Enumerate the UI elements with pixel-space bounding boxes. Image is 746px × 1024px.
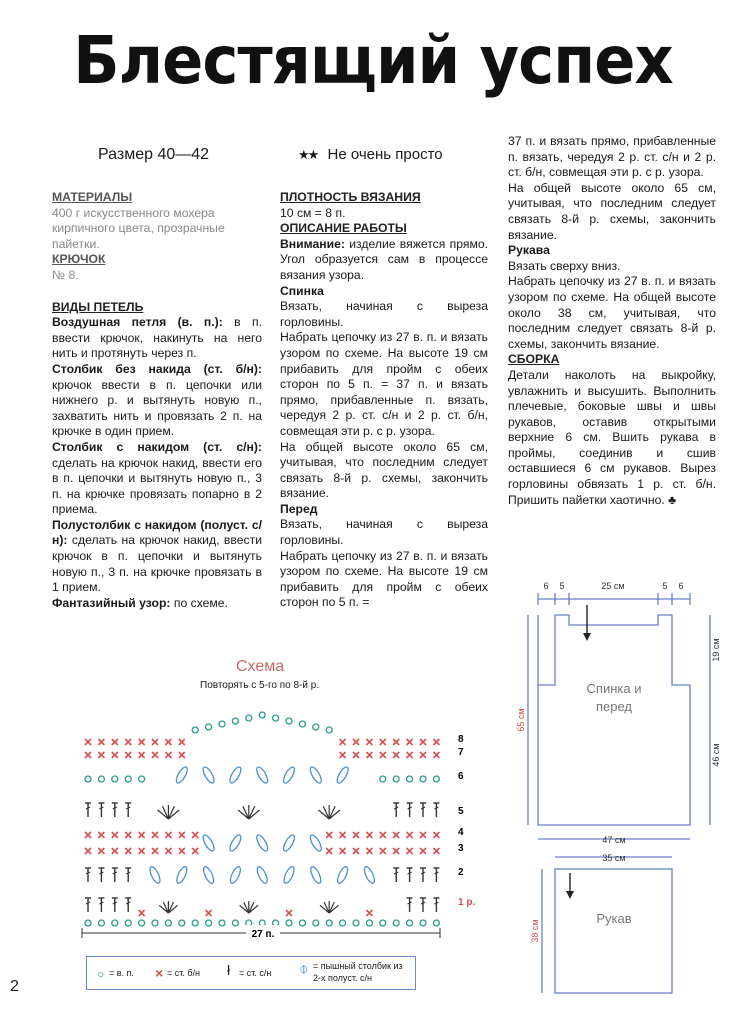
legend-dc: = ст. с/н [239,968,272,978]
row-label-2: 2 [458,867,464,878]
row-label-7: 7 [458,747,464,758]
chain-symbol [407,920,413,926]
front-p3: На общей высоте около 65 см, учитывая, что последним следует связать 8-й р. схемы, закончить вязание. [508,180,716,242]
chain-symbol [340,920,346,926]
sleeves-p1: Вязать сверху вниз. [508,258,621,273]
chain-symbol [420,920,426,926]
sleeve-width-label: 35 см [602,853,626,863]
puff-symbol [175,865,189,884]
legend [86,956,416,990]
puff-symbol [336,865,350,884]
puff-symbol [174,765,189,784]
stitch-2: Столбик без накида (ст. б/н): крючок ввести в п. цепочки или нижнего р. и вытянуть новую п., захватить нить и провязать 2 п. на крючке в один прием. [52,361,262,439]
column-2 [280,190,488,611]
density-heading: ПЛОТНОСТЬ ВЯЗАНИЯ [280,190,421,204]
chain-symbol [259,712,265,718]
dc-icon: ł [227,962,231,978]
chain-symbol [286,718,292,724]
dim-6-left: 6 [543,581,549,591]
row-label-3: 3 [458,843,464,854]
chain-symbol [380,920,386,926]
chain-symbol [206,724,212,730]
hook-value: № 8. [52,267,79,282]
arrow-down-icon [583,633,591,641]
description-heading: ОПИСАНИЕ РАБОТЫ [280,221,407,236]
attention: Внимание: изделие вяжется прямо. Угол образуется сам в процессе вязания узора. [280,236,488,282]
puff-symbol [255,765,270,784]
schema-title: Схема [236,658,285,675]
chain-symbol [232,718,238,724]
puff-symbol [282,865,296,884]
puff-symbol [228,765,243,784]
chain-symbol [326,727,332,733]
chain-symbol [112,776,118,782]
chain-symbol [313,920,319,926]
stitch-1: Воздушная петля (в. п.): в п. ввести крючок, накинуть на него нить и протянуть через п. [52,315,262,361]
dim-25: 25 см [601,581,625,591]
puff-symbol [228,865,242,884]
sleeve-label: Рукав [596,911,632,926]
puff-symbol [281,833,296,852]
front-p1: Вязать, начиная с выреза горловины. [280,517,488,548]
chain-symbol [353,920,359,926]
assembly-heading: СБОРКА [508,352,560,367]
chain-symbol [326,920,332,926]
chain-symbol [433,920,439,926]
row-label-8: 8 [458,734,464,745]
puff-symbol [362,865,376,884]
chain-symbol [125,776,131,782]
chain-symbol [139,776,145,782]
height-total-label: 65 см [516,708,526,732]
back-p2: Набрать цепочку из 27 в. п. и вязать узором по схеме. На высоте 19 см прибавить для пройм с обеих сторон по 5 п. = 37 п. и вязать прямо, прибавленные п. вязать, чередуя 2 р. ст. с/н и 2 р. ст. б/н, совмещая эти р. с р. узора. [280,330,488,438]
pattern-diagram [512,575,734,1000]
chain-symbol [313,724,319,730]
sleeves-p2: Набрать цепочку из 27 в. п. и вязать узором по схеме. На общей высоте около 38 см, учитывая, что последним следует связать 8-й р. схемы, закончить вязание. [508,274,716,351]
materials-text: 400 г искусственного мохера кирпичного цвета, прозрачные пайетки. [52,205,225,251]
chain-symbol [393,920,399,926]
chain-symbol [433,776,439,782]
puff-symbol [201,765,216,784]
chain-symbol [219,721,225,727]
sleeves-heading: Рукава [508,243,550,258]
legend-chain: = в. п. [109,968,134,978]
front-heading: Перед [280,501,318,516]
chain-symbol [139,920,145,926]
page-number: 2 [10,978,19,995]
sc-icon: × [155,965,164,981]
chain-symbol [98,920,104,926]
puff-symbol [148,865,162,884]
puff-icon: ⌽ [299,961,309,978]
puff-symbol [255,865,269,884]
legend-sc: = ст. б/н [167,968,201,978]
height-bottom-label: 46 см [711,743,721,767]
row-label-6: 6 [458,771,464,782]
density-text: 10 см = 8 п. [280,205,346,220]
materials-heading: МАТЕРИАЛЫ [52,190,133,204]
puff-symbol [202,865,216,884]
puff-symbol [309,865,323,884]
chain-symbol [286,920,292,926]
size-label: Размер 40—42 [98,146,210,163]
chain-symbol [273,715,279,721]
difficulty-stars: ★★ [298,147,318,162]
width-bottom-label: 47 см [602,835,626,845]
chain-symbol [112,920,118,926]
chain-symbol [380,776,386,782]
chain-symbol [192,727,198,733]
column-1 [52,190,262,611]
back-p1: Вязать, начиная с выреза горловины. [280,299,488,329]
chain-symbol [206,920,212,926]
difficulty-label: Не очень просто [327,146,443,163]
chain-symbol [192,920,198,926]
puff-symbol [255,833,270,852]
chain-symbol [246,715,252,721]
back-p3: На общей высоте около 65 см, учитывая, что последним следует связать 8-й р. схемы, закончить вязание. [280,439,488,501]
dim-5-right: 5 [662,581,668,591]
chain-symbol [179,920,185,926]
chain-symbol [299,920,305,926]
crochet-chart [70,695,490,955]
chain-symbol [232,920,238,926]
puff-symbol [201,833,216,852]
chain-symbol [152,920,158,926]
dim-6-right: 6 [678,581,684,591]
assembly-text: Детали наколоть на выкройку, увлажнить и высушить. Выполнить плечевые, боковые швы и швы рукавов, оставив открытыми верхние 6 см. Вшить рукава в проймы, соединив и сшив оставшиеся 6 см рукавов. Вырез горловины обвязать 1 р. ст. б/н. Пришить пайетки хаотично. ♣ [508,367,716,507]
chain-symbol [219,920,225,926]
chain-symbol [85,776,91,782]
puff-symbol [335,765,350,784]
puff-symbol [281,765,296,784]
chain-symbol [85,920,91,926]
front-p2: Набрать цепочку из 27 в. п. и вязать узором по схеме. На высоте 19 см прибавить для пройм с обеих сторон по 5 п. = [280,548,488,610]
sleeve-outline [555,869,672,993]
stitch-5: Фантазийный узор: по схеме. [52,595,228,610]
arrow-down-icon-sleeve [566,891,574,899]
stitch-4: Полустолбик с накидом (полуст. с/н): сделать на крючок накид, ввести крючок в п. цепочки и вытянуть новую п., 3 п. на крючке провязать в 1 прием. [52,517,262,595]
dim-5-left: 5 [559,581,565,591]
chain-symbol [98,776,104,782]
chain-symbol [393,776,399,782]
chain-symbol [366,920,372,926]
row-label-4: 4 [458,827,464,838]
puff-symbol [228,833,243,852]
chain-icon: ○ [97,967,105,981]
row-labels [458,734,475,908]
chain-symbol [165,920,171,926]
height-top-label: 19 см [711,638,721,662]
front-p2-cont: 37 п. и вязать прямо, прибавленные п. вязать, чередуя 2 р. ст. с/н и 2 р. ст. б/н, совмещая эти р. с р. узора. [508,134,716,180]
column-3 [508,134,716,508]
hook-heading: КРЮЧОК [52,252,106,267]
row-label-1: 1 р. [458,897,476,908]
stitches-heading: ВИДЫ ПЕТЕЛЬ [52,299,144,314]
chain-symbol [299,721,305,727]
difficulty [298,146,443,163]
legend-puff: = пышный столбик из 2-х полуст. с/н [313,961,403,983]
schema-repeat-note: Повторять с 5-го по 8-й р. [200,680,320,691]
puff-symbol [308,765,323,784]
width-label: 27 п. [251,929,275,940]
back-heading: Спинка [280,283,324,298]
sleeve-height-label: 38 см [530,919,540,943]
puff-symbol [308,833,323,852]
page-title: Блестящий успех [73,22,673,99]
body-label-2: перед [595,699,633,714]
chart-symbols [85,712,439,926]
stitch-3: Столбик с накидом (ст. с/н): сделать на крючок накид, ввести его в п. цепочки и вытянуть новую п., 3 п. на крючке провязать попарно в 2 приема. [52,439,262,517]
chain-symbol [407,776,413,782]
body-outline [538,615,690,825]
body-label-1: Спинка и [586,681,642,696]
chain-symbol [125,920,131,926]
chain-symbol [420,776,426,782]
row-label-5: 5 [458,806,464,817]
